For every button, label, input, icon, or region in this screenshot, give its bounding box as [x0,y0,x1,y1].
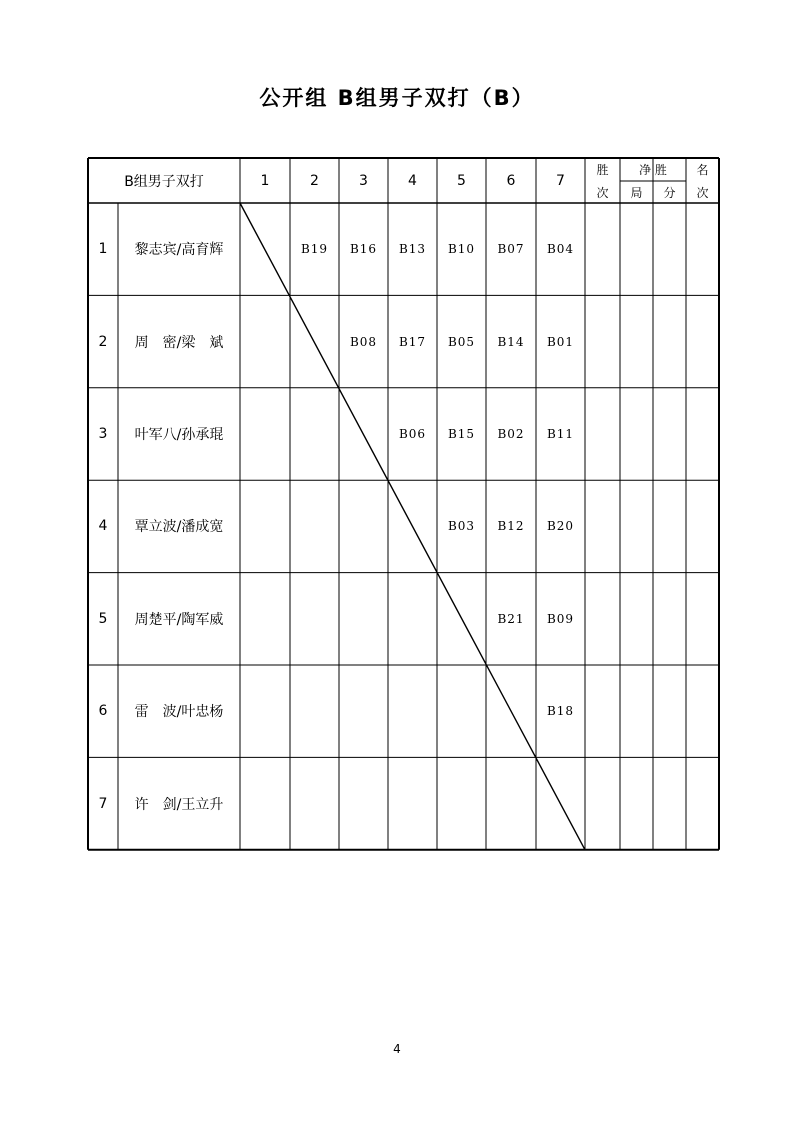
header-col-7: 7 [556,172,565,189]
row-number: 4 [98,518,108,535]
row-number: 1 [98,241,108,258]
match-code: B10 [447,242,476,257]
row-number: 7 [98,795,108,812]
match-code: B05 [447,334,476,349]
header-net-games: 局 [630,185,643,200]
header-col-4: 4 [408,172,417,189]
header-wins: 胜 [596,163,609,177]
header-group-label: B组男子双打 [124,173,204,190]
page-title: 公开组 B组男子双打（B） [259,86,535,110]
header-rank: 名 [696,163,709,177]
match-code: B16 [349,242,378,257]
page-number: 4 [393,1042,401,1056]
match-code: B12 [497,519,525,534]
match-code: B09 [546,611,575,626]
match-code: B20 [546,519,575,534]
player-pair: 许 剑/王立升 [134,796,224,813]
player-pair: 雷 波/叶忠杨 [134,704,224,721]
player-pair: 周楚平/陶军威 [134,611,224,628]
match-code: B06 [398,426,427,441]
match-code: B11 [546,426,575,441]
match-code: B21 [497,611,525,626]
header-wins-2: 次 [596,185,609,200]
match-code: B02 [497,426,525,441]
header-col-6: 6 [506,172,516,189]
match-code: B13 [398,242,427,257]
match-code: B15 [447,426,476,441]
row-number: 3 [98,425,108,442]
row-number: 6 [98,703,108,720]
header-net-points: 分 [663,185,676,200]
match-code: B03 [447,519,476,534]
player-pair: 周 密/梁 斌 [134,334,224,351]
match-code: B18 [546,704,575,719]
match-code: B04 [546,242,575,257]
match-code: B19 [300,242,329,257]
header-net-wins: 净 胜 [639,163,667,177]
header-col-5: 5 [457,172,466,189]
header-col-2: 2 [310,172,319,189]
player-pair: 叶军八/孙承琨 [134,426,224,443]
row-number: 5 [98,610,108,627]
player-pair: 覃立波/潘成宽 [134,519,224,536]
row-number: 2 [98,333,108,350]
header-col-3: 3 [359,172,368,189]
match-code: B08 [349,334,378,349]
header-col-1: 1 [260,172,270,189]
match-code: B01 [546,334,575,349]
player-pair: 黎志宾/高育辉 [134,242,224,259]
header-rank-2: 次 [696,185,709,200]
match-code: B14 [497,334,525,349]
match-code: B07 [497,242,525,257]
match-code: B17 [398,334,427,349]
